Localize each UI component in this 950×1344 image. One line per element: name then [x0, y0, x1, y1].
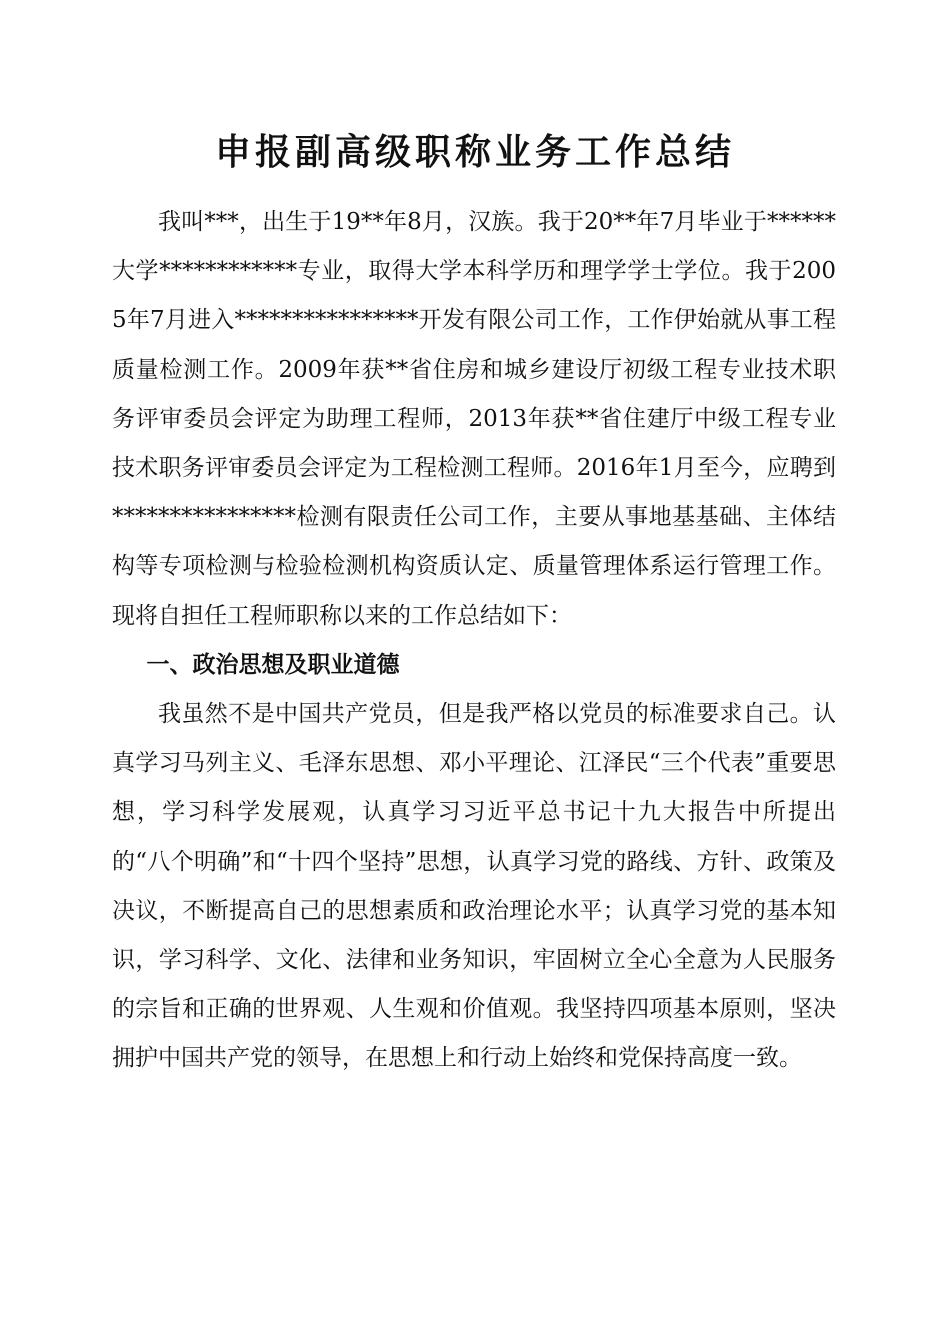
intro-paragraph: 我叫***，出生于19**年8月，汉族。我于20**年7月毕业于******大学************专业，取得大学本科学历和理学学士学位。我于2005年7月进入****************开发有限公司工作，工作伊始就从事工程质量检测工作。2009年获**省住房和城乡建设厅初级工程专业技术职务评审委员会评定为助理工程师，2013年获**省住建厅中级工程专业技术职务评审委员会评定为工程检测工程师。2016年1月至今，应聘到****************检测有限责任公司工作，主要从事地基基础、主体结构等专项检测与检验检测机构资质认定、质量管理体系运行管理工作。现将自担任工程师职称以来的工作总结如下： — [112, 209, 836, 629]
document-title: 申报副高级职称业务工作总结 — [214, 131, 735, 173]
document-body — [112, 198, 836, 1084]
section-heading: 一、政治思想及职业道德 — [146, 651, 400, 678]
section-paragraph: 我虽然不是中国共产党员，但是我严格以党员的标准要求自己。认真学习马列主义、毛泽东思想、邓小平理论、江泽民“三个代表”重要思想，学习科学发展观，认真学习习近平总书记十九大报告中所提出的“八个明确”和“十四个坚持”思想，认真学习党的路线、方针、政策及决议，不断提高自己的思想素质和政治理论水平；认真学习党的基本知识，学习科学、文化、法律和业务知识，牢固树立全心全意为人民服务的宗旨和正确的世界观、人生观和价值观。我坚持四项基本原则，坚决拥护中国共产党的领导，在思想上和行动上始终和党保持高度一致。 — [112, 701, 836, 1072]
